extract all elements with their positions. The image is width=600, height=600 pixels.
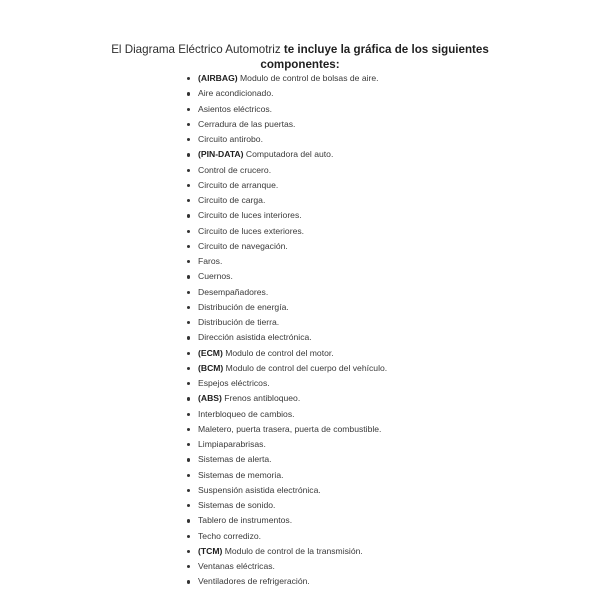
bullet-icon [187, 306, 190, 309]
bullet-icon [187, 291, 190, 294]
list-item [186, 361, 506, 376]
list-item [186, 513, 506, 528]
bullet-icon [187, 382, 190, 385]
component-code: (TCM) [198, 545, 223, 556]
list-item [186, 224, 506, 239]
component-label: Modulo de control del cuerpo del vehículo. [223, 362, 388, 373]
component-code: (PIN-DATA) [198, 149, 244, 160]
bullet-icon [187, 108, 190, 111]
list-item [186, 407, 506, 422]
component-label: Circuito antirobo. [198, 134, 263, 144]
component-label: Aire acondicionado. [198, 88, 274, 99]
bullet-icon [187, 199, 190, 202]
bullet-icon [187, 535, 190, 538]
bullet-icon [187, 214, 190, 217]
component-label: Desempañadores. [198, 286, 269, 297]
bullet-icon [187, 352, 190, 355]
list-item [186, 102, 506, 117]
list-item [186, 483, 506, 498]
list-item [186, 529, 506, 544]
component-code: (ECM) [198, 347, 223, 358]
component-label: Circuito de luces exteriores. [198, 225, 305, 236]
bullet-icon [187, 474, 190, 477]
list-item [186, 574, 506, 589]
list-item [186, 193, 506, 208]
component-label: Maletero, puerta trasera, puerta de combustible. [198, 423, 382, 434]
component-label: Dirección asistida electrónica. [198, 332, 312, 343]
component-label: Limpiaparabrisas. [198, 439, 266, 449]
component-label: Modulo de control del motor. [222, 347, 334, 358]
component-label: Circuito de carga. [198, 195, 266, 205]
bullet-icon [187, 260, 190, 263]
list-item [186, 163, 506, 178]
component-label: Faros. [198, 256, 223, 266]
component-label: Cuernos. [198, 271, 233, 282]
component-label: Sistemas de sonido. [198, 500, 276, 510]
list-item [186, 437, 506, 452]
bullet-icon [187, 443, 190, 446]
bullet-icon [187, 275, 190, 278]
component-label: Circuito de navegación. [198, 240, 288, 251]
bullet-icon [187, 565, 190, 568]
list-item [186, 452, 506, 467]
component-label: Computadora del auto. [243, 149, 334, 160]
component-code: (BCM) [198, 362, 224, 373]
bullet-icon [187, 169, 190, 172]
list-item [186, 178, 506, 193]
component-label: Sistemas de memoria. [198, 469, 284, 480]
list-item [186, 346, 506, 361]
list-item [186, 422, 506, 437]
component-label: Espejos eléctricos. [198, 378, 270, 388]
bullet-icon [187, 138, 190, 141]
bullet-icon [187, 519, 190, 522]
list-item [186, 498, 506, 513]
list-item [186, 71, 506, 86]
bullet-icon [187, 245, 190, 248]
list-item [186, 86, 506, 101]
heading-intro: El Diagrama Eléctrico Automotriz [111, 43, 284, 56]
component-label: Sistemas de alerta. [198, 454, 272, 465]
component-label: Cerradura de las puertas. [198, 118, 296, 129]
component-label: Frenos antibloqueo. [221, 393, 301, 404]
list-item [186, 254, 506, 269]
bullet-icon [187, 504, 190, 507]
bullet-icon [187, 77, 190, 80]
bullet-icon [187, 397, 190, 400]
bullet-icon [187, 92, 190, 95]
component-label: Control de crucero. [198, 164, 272, 175]
bullet-icon [187, 413, 190, 416]
bullet-icon [187, 489, 190, 492]
list-item [186, 239, 506, 254]
component-label: Distribución de tierra. [198, 317, 280, 327]
bullet-icon [187, 123, 190, 126]
heading-bold: te incluye la gráfica de los siguientes componentes: [260, 43, 489, 71]
bullet-icon [187, 230, 190, 233]
list-item [186, 376, 506, 391]
bullet-icon [187, 428, 190, 431]
bullet-icon [187, 321, 190, 324]
component-label: Ventanas eléctricas. [198, 561, 275, 571]
component-code: (ABS) [198, 393, 222, 404]
bullet-icon [187, 550, 190, 553]
component-label: Interbloqueo de cambios. [198, 408, 295, 419]
bullet-icon [187, 458, 190, 461]
bullet-icon [187, 580, 190, 583]
component-label: Suspensión asistida electrónica. [198, 484, 321, 495]
bullet-icon [187, 336, 190, 339]
list-item [186, 269, 506, 284]
component-label: Circuito de arranque. [198, 179, 279, 190]
component-list [186, 71, 506, 590]
list-item [186, 468, 506, 483]
component-label: Tablero de instrumentos. [198, 515, 293, 526]
component-label: Ventiladores de refrigeración. [198, 576, 310, 587]
list-item [186, 117, 506, 132]
bullet-icon [187, 184, 190, 187]
bullet-icon [187, 153, 190, 156]
component-label: Circuito de luces interiores. [198, 210, 302, 221]
list-item [186, 208, 506, 223]
component-code: (AIRBAG) [198, 73, 238, 83]
list-item [186, 147, 506, 162]
list-item [186, 285, 506, 300]
component-label: Modulo de control de la transmisión. [222, 545, 363, 556]
list-item [186, 132, 506, 147]
page-heading [90, 42, 510, 72]
list-item [186, 559, 506, 574]
component-label: Distribución de energía. [198, 301, 289, 312]
list-item [186, 544, 506, 559]
list-item [186, 330, 506, 345]
list-item [186, 300, 506, 315]
component-label: Modulo de control de bolsas de aire. [237, 73, 379, 83]
bullet-icon [187, 367, 190, 370]
list-item [186, 391, 506, 406]
component-label: Asientos eléctricos. [198, 103, 273, 114]
list-item [186, 315, 506, 330]
component-label: Techo corredizo. [198, 530, 262, 541]
